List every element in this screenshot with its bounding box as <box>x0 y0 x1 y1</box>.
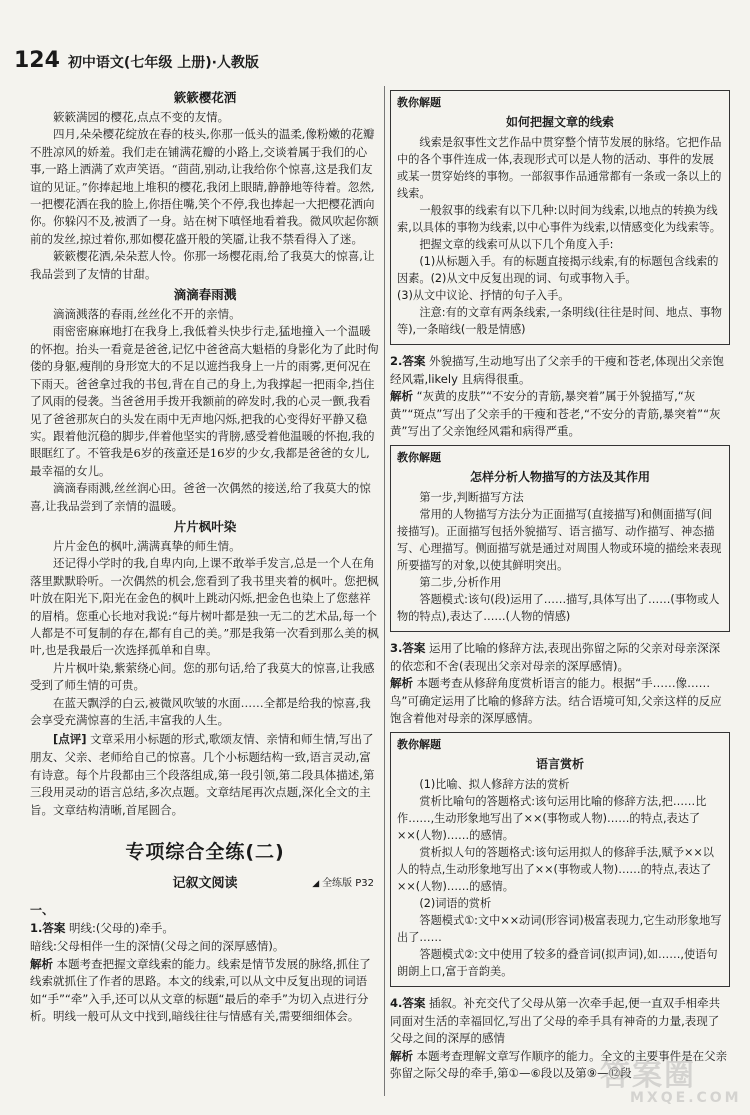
essay-paragraph: 在蓝天飘浮的白云,被微风吹皱的水面……全都是给我的惊喜,我会享受充满惊喜的生活,丰富我的人生。 <box>30 695 371 727</box>
watermark-line2: MXQE.COM <box>630 1090 742 1106</box>
section-number: 一、 <box>30 903 55 918</box>
essay-paragraph: 簌簌满园的樱花,点点不变的友情。 <box>53 110 230 124</box>
analysis-label: 解析 <box>390 389 413 404</box>
answer-label: 答案 <box>42 921 66 936</box>
tip-text: 注意:有的文章有两条线索,一条明线(往往是时间、地点、事物等),一条暗线(一般是情感) <box>397 306 722 336</box>
analysis-label: 解析 <box>390 676 413 691</box>
answer-text: 运用了比喻的修辞方法,表现出弥留之际的父亲对母亲深深的依恋和不舍(表现出父亲对母亲的深厚感情)。 <box>390 640 721 673</box>
comment <box>30 731 380 819</box>
essay-paragraph: 雨密密麻麻地打在我身上,我低着头快步行走,猛地撞入一个温暖的怀抱。抬头一看竟是爸爸,记忆中爸爸高大魁梧的身影化为了此时佝偻的身躯,瘦削的身形宽大的不足以遮挡我身上一片的雨雾,更何况在下雨天。爸爸拿过我的书包,背在自己的身上,为我撑起一把雨伞,挡住了风雨的侵袭。当爸爸用手拨开我额前的碎发时,我的心灵一颤,我看见了爸爸那灰白的头发在雨中无声地闪烁,把我的心变得好平静又稳实。跟着他沉稳的脚步,伴着他坚实的背膀,感受着他温暖的怀抱,我的眼眶红了。不管我是6岁的孩童还是16岁的少女,我都是爸爸的女儿,最幸福的女儿。 <box>30 324 379 478</box>
tip-text: 常用的人物描写方法分为正面描写(直接描写)和侧面描写(间接描写)。正面描写包括外貌描写、语言描写、动作描写、神态描写、心理描写。侧面描写就是通过对周围人物或环境的描绘来表现所要描写的对象,以使其鲜明突出。 <box>397 507 722 572</box>
analysis-text: “灰黄的皮肤”“不安分的青筋,暴突着”属于外貌描写,“灰黄”“斑点”写出了父亲手的干瘦和苍老,“不安分的青筋,暴突着”“灰黄”写出了父亲饱经风霜和病得严重。 <box>390 389 721 439</box>
page-header <box>14 48 374 73</box>
tip-box-title: 语言赏析 <box>535 756 584 771</box>
tip-box-title: 怎样分析人物描写的方法及其作用 <box>469 469 650 484</box>
tip-text: (1)比喻、拟人修辞方法的赏析 <box>419 777 570 791</box>
subheading: 片片枫叶染 <box>173 518 237 534</box>
answer-label: 答案 <box>402 640 426 655</box>
page-number: 124 <box>14 48 60 73</box>
tip-text: (3)从文中议论、抒情的句子入手。 <box>397 289 570 302</box>
tip-box <box>390 732 730 987</box>
analysis-label: 解析 <box>30 956 53 971</box>
tip-box <box>390 90 730 345</box>
answer-4 <box>390 995 730 1048</box>
essay-paragraph: 簌簌樱花洒,朵朵惹人怜。你那一场樱花雨,给了我莫大的惊喜,让我品尝到了友情的甘甜。 <box>30 249 375 281</box>
watermark-line1: 答案圈 <box>600 1058 696 1093</box>
analysis-label: 解析 <box>390 1048 413 1063</box>
tip-text: 赏析拟人句的答题格式:该句运用拟人的修辞手法,赋予××以人的特点,生动形象地写出了××(事物或人物)……的特点,表达了××(人物)……的感情。 <box>397 845 714 893</box>
section-title: 专项综合全练(二) <box>125 841 285 864</box>
answer-3 <box>390 640 730 675</box>
comment-text: 文章采用小标题的形式,歌颂友情、亲情和师生情,写出了朋友、父亲、老师给自己的惊喜。几个小标题结构一致,语言灵动,富有诗意。每个片段都由三个段落组成,第一段引领,第二段具体描述,第三段用灵动的语言总结,多次点题。文章结尾再次点题,深化全文的主旨。文章结构清晰,首尾圆合。 <box>30 732 375 817</box>
tip-text: (1)从标题入手。有的标题直接揭示线索,有的标题包含线索的因素。(2)从文中反复出现的词、句或事物入手。 <box>397 255 719 285</box>
answer-label: 答案 <box>402 354 426 368</box>
essay-paragraph: 滴滴溅落的春雨,丝丝化不开的亲情。 <box>53 307 241 322</box>
subheading: 滴滴春雨溅 <box>173 287 237 303</box>
tip-text: 第二步,分析作用 <box>419 575 502 589</box>
q-number: 3. <box>390 640 403 655</box>
tip-box-label: 教你解题 <box>397 450 441 464</box>
answer-label: 答案 <box>402 995 426 1010</box>
analysis-1 <box>30 956 380 1026</box>
tip-text: 线索是叙事性文艺作品中贯穿整个情节发展的脉络。它把作品中的各个事件连成一体,表现形式可以是人物的活动、事件的发展或某一贯穿始终的事物。一部叙事作品通常都有一条或一条以上的线索。 <box>397 136 722 200</box>
answer-1b: 暗线:父母相伴一生的深情(父母之间的深厚感情)。 <box>30 938 285 953</box>
tip-box <box>390 445 730 632</box>
tip-text: 第一步,判断描写方法 <box>419 490 524 504</box>
analysis-2 <box>390 388 730 441</box>
essay-paragraph: 滴滴春雨溅,丝丝润心田。爸爸一次偶然的接送,给了我莫大的惊喜,让我品尝到了亲情的温暖。 <box>30 481 371 513</box>
q-number: 2. <box>390 354 403 368</box>
tip-text: 一般叙事的线索有以下几种:以时间为线索,以地点的转换为线索,以具体的事物为线索,以中心事件为线索,以情感变化为线索等。 <box>397 204 721 234</box>
analysis-text: 本题考查从修辞角度赏析语言的能力。根据“手……像……鸟”可确定运用了比喻的修辞方法。结合语境可知,父亲这样的反应饱含着他对母亲的深厚感情。 <box>390 676 722 726</box>
column-divider <box>384 86 385 1096</box>
answer-text: 插叙。补充交代了父母从第一次牵手起,便一直双手相牵共同面对生活的幸福回忆,写出了父母的牵手具有神奇的力量,表现了父母之间的深厚的感情 <box>390 995 721 1046</box>
analysis-text: 本题考查理解文章写作顺序的能力。全文的主要事件是在父亲弥留之际父母的牵手,第①—⑥段以及第⑨—⑫段 <box>390 1048 728 1081</box>
tip-text: (2)词语的赏析 <box>419 896 492 910</box>
essay-paragraph: 还记得小学时的我,自卑内向,上课不敢举手发言,总是一个人在角落里默默聆听。一次偶然的机会,您看到了我书里夹着的枫叶。您把枫叶放在阳光下,阳光在金色的枫叶上跳动闪烁,把金色也染上了您慈祥的眉梢。您重心长地对我说:“每片树叶都是独一无二的艺术品,每一个人都是不可复制的存在,都有自己的美。”那是我第一次看到那么美的枫叶,也是我最后一次选择孤单和自卑。 <box>30 556 379 658</box>
tip-box-label: 教你解题 <box>397 737 441 751</box>
analysis-3 <box>390 675 730 728</box>
essay-paragraph: 片片枫叶染,紫萦绕心间。您的那句话,给了我莫大的惊喜,让我感受到了师生情的可贵。 <box>30 660 375 693</box>
tip-text: 答题模式②:文中使用了较多的叠音词(拟声词),如……,使语句朗朗上口,富于音韵美。 <box>397 947 718 978</box>
answer-1 <box>30 920 380 938</box>
book-title: 初中语文(七年级 上册)·人教版 <box>67 55 259 71</box>
tip-text: 赏析比喻句的答题格式:该句运用比喻的修辞方法,把……比作……,生动形象地写出了××(事物或人物)……的特点,表达了××(人物)……的感情。 <box>397 794 707 842</box>
tip-text: 答题模式①:文中××动词(形容词)极富表现力,它生动形象地写出了…… <box>397 913 722 944</box>
q-number: 1. <box>30 921 43 936</box>
essay-paragraph: 片片金色的枫叶,满满真挚的师生情。 <box>53 538 241 553</box>
subheading: 簌簌樱花洒 <box>173 90 237 105</box>
tip-box-label: 教你解题 <box>397 96 441 109</box>
section-subtitle <box>30 872 380 891</box>
essay-paragraph: 四月,朵朵樱花绽放在春的枝头,你那一低头的温柔,像粉嫩的花瓣不胜凉风的娇羞。我们走在铺满花瓣的小路上,交谈着属于我们的心事,一路上洒满了欢声笑语。“茴茴,别动,让我给你个惊喜,这是我们友谊的见证。”你捧起地上堆积的樱花,我闭上眼睛,静静地等待着。忽然,一把樱花洒在我的脸上,你捂住嘴,笑个不停,我也捧起一大把樱花洒向你。你躲闪不及,被洒了一身。站在树下嗔怪地看着我。微风吹起你额前的发丝,掠过着你,那如樱花盛开般的笑靥,让我不禁看得入了迷。 <box>30 127 379 246</box>
watermark-logo <box>600 1050 740 1105</box>
answer-2 <box>390 353 730 388</box>
answer-text: 外貌描写,生动地写出了父亲手的干瘦和苍老,体现出父亲饱经风霜,likely 且病得很重。 <box>390 354 724 386</box>
section-subtitle-text: 记叙文阅读 <box>172 876 238 892</box>
tip-text: 把握文章的线索可从以下几个角度入手: <box>419 238 614 251</box>
right-column <box>390 86 730 1083</box>
left-column <box>30 86 380 1026</box>
comment-label: [点评] <box>53 732 87 747</box>
answer-text: 明线:(父母的)牵手。 <box>69 921 174 936</box>
analysis-text: 本题考查把握文章线索的能力。线索是情节发展的脉络,抓住了线索就抓住了作者的思路。本文的线索,可以从文中反复出现的词语如“手”“牵”入手,还可以从文章的标题“最后的牵手”为切入点进行分析。明线一般可从文中找到,暗线往往与情感有关,需要细细体会。 <box>30 956 371 1024</box>
tip-box-title: 如何把握文章的线索 <box>505 115 614 129</box>
tip-text: 答题模式:该句(段)运用了……描写,具体写出了……(事物或人物的特点),表达了……(人物的情感) <box>397 592 720 623</box>
q-number: 4. <box>390 995 403 1010</box>
section-ref: ◢ 全练版 P32 <box>312 874 374 889</box>
